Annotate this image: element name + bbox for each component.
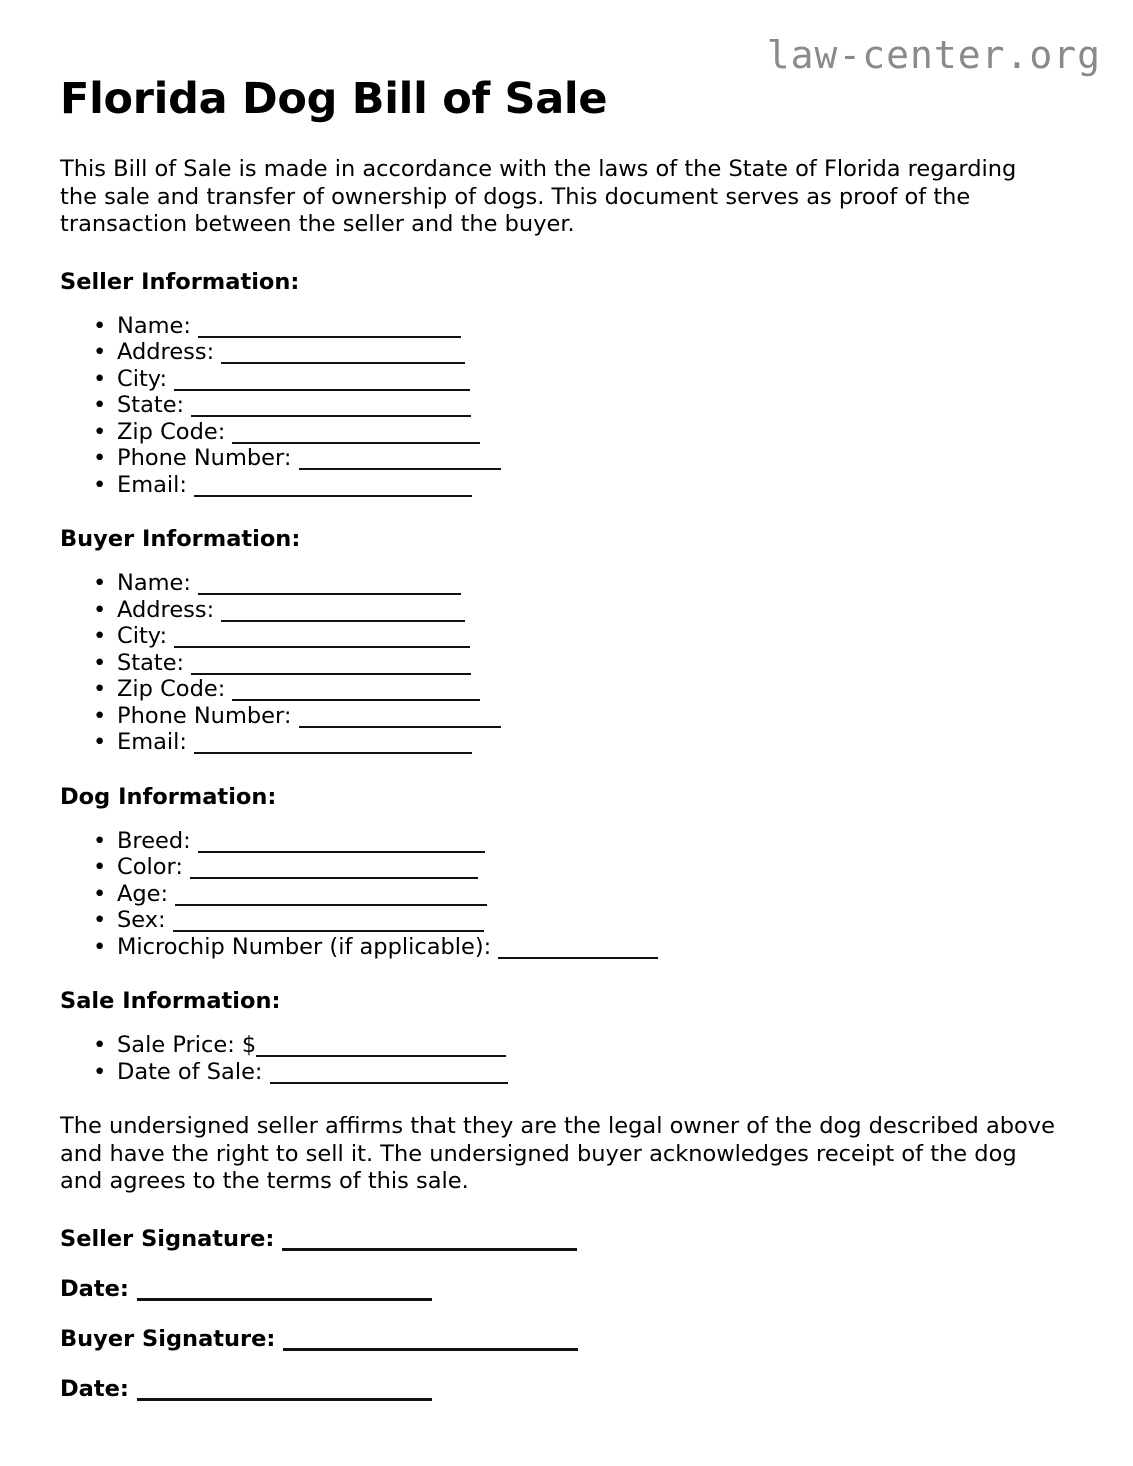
list-item xyxy=(60,392,1073,419)
field-list xyxy=(60,313,1073,499)
bullet-icon: • xyxy=(93,702,107,729)
list-item xyxy=(60,881,1073,908)
bullet-icon: • xyxy=(93,907,107,934)
field-blank-line[interactable] xyxy=(221,606,465,622)
bullet-icon: • xyxy=(93,880,107,907)
field-label: Email: xyxy=(117,729,188,756)
bullet-icon: • xyxy=(93,649,107,676)
list-item xyxy=(60,729,1073,756)
field-blank-line[interactable] xyxy=(198,322,461,338)
field-label: Sex: xyxy=(117,907,166,934)
document-content xyxy=(60,76,1073,1426)
bullet-icon: • xyxy=(93,729,107,756)
list-item xyxy=(60,1059,1073,1086)
signature-label: Date: xyxy=(60,1275,129,1302)
field-blank-line[interactable] xyxy=(191,401,471,417)
bullet-icon: • xyxy=(93,1058,107,1085)
bullet-icon: • xyxy=(93,854,107,881)
field-blank-line[interactable] xyxy=(175,890,487,906)
field-label: Zip Code: xyxy=(117,418,226,445)
field-label: Date of Sale: xyxy=(117,1058,263,1085)
field-label: Breed: xyxy=(117,827,191,854)
field-blank-line[interactable] xyxy=(194,738,472,754)
list-item xyxy=(60,676,1073,703)
bullet-icon: • xyxy=(93,827,107,854)
field-list xyxy=(60,1032,1073,1085)
bullet-icon: • xyxy=(93,570,107,597)
field-blank-line[interactable] xyxy=(194,481,472,497)
field-blank-line[interactable] xyxy=(270,1068,508,1084)
field-label: State: xyxy=(117,649,185,676)
signature-block xyxy=(60,1226,1073,1402)
field-label: City: xyxy=(117,365,168,392)
field-label: Name: xyxy=(117,312,191,339)
field-label: City: xyxy=(117,623,168,650)
bullet-icon: • xyxy=(93,596,107,623)
list-item xyxy=(60,703,1073,730)
field-label: Phone Number: xyxy=(117,445,292,472)
signature-row xyxy=(60,1226,1073,1252)
field-blank-line[interactable] xyxy=(232,428,480,444)
signature-blank-line[interactable] xyxy=(137,1284,432,1301)
field-blank-line[interactable] xyxy=(174,632,470,648)
list-item xyxy=(60,828,1073,855)
field-blank-line[interactable] xyxy=(198,837,485,853)
bullet-icon: • xyxy=(93,676,107,703)
section-heading: Dog Information: xyxy=(60,783,277,810)
list-item xyxy=(60,623,1073,650)
list-item xyxy=(60,650,1073,677)
field-blank-line[interactable] xyxy=(221,348,465,364)
signature-label: Seller Signature: xyxy=(60,1225,275,1252)
field-blank-line[interactable] xyxy=(173,916,484,932)
field-label: Email: xyxy=(117,471,188,498)
intro-paragraph: This Bill of Sale is made in accordance with the laws of the State of Florida regarding the sale and transfer of ownership of dogs. This document serves as proof of the transaction between the seller and the buyer. xyxy=(60,156,1017,238)
signature-blank-line[interactable] xyxy=(283,1334,578,1351)
field-blank-line[interactable] xyxy=(256,1041,506,1057)
field-label: Address: xyxy=(117,596,215,623)
list-item xyxy=(60,1032,1073,1059)
bullet-icon: • xyxy=(93,1032,107,1059)
field-blank-line[interactable] xyxy=(232,685,480,701)
list-item xyxy=(60,339,1073,366)
bullet-icon: • xyxy=(93,445,107,472)
field-blank-line[interactable] xyxy=(299,712,501,728)
affirmation-paragraph: The undersigned seller affirms that they are the legal owner of the dog described above and have the right to sell it. The undersigned buyer acknowledges receipt of the dog and agrees to the terms of this sale. xyxy=(60,1113,1055,1195)
field-label: Microchip Number (if applicable): xyxy=(117,933,492,960)
field-label: State: xyxy=(117,392,185,419)
list-item xyxy=(60,907,1073,934)
field-list xyxy=(60,570,1073,756)
form-sections xyxy=(60,269,1073,1086)
list-item xyxy=(60,854,1073,881)
list-item xyxy=(60,445,1073,472)
field-label: Phone Number: xyxy=(117,702,292,729)
field-blank-line[interactable] xyxy=(191,659,471,675)
bullet-icon: • xyxy=(93,392,107,419)
field-label: Age: xyxy=(117,880,169,907)
section-heading: Sale Information: xyxy=(60,988,281,1015)
bullet-icon: • xyxy=(93,312,107,339)
list-item xyxy=(60,419,1073,446)
section-heading: Seller Information: xyxy=(60,268,300,295)
field-label: Zip Code: xyxy=(117,676,226,703)
section-heading: Buyer Information: xyxy=(60,526,301,553)
field-label: Address: xyxy=(117,339,215,366)
field-blank-line[interactable] xyxy=(174,375,470,391)
bullet-icon: • xyxy=(93,471,107,498)
list-item xyxy=(60,313,1073,340)
list-item xyxy=(60,597,1073,624)
bullet-icon: • xyxy=(93,933,107,960)
signature-label: Date: xyxy=(60,1375,129,1402)
signature-row xyxy=(60,1326,1073,1352)
bullet-icon: • xyxy=(93,623,107,650)
site-watermark: law-center.org xyxy=(766,33,1101,77)
signature-label: Buyer Signature: xyxy=(60,1325,276,1352)
page-title: Florida Dog Bill of Sale xyxy=(60,74,608,124)
signature-blank-line[interactable] xyxy=(282,1234,577,1251)
field-blank-line[interactable] xyxy=(198,579,461,595)
field-label: Name: xyxy=(117,570,191,597)
signature-row xyxy=(60,1276,1073,1302)
field-label: Color: xyxy=(117,854,183,881)
field-label: Sale Price: $ xyxy=(117,1032,257,1059)
field-blank-line[interactable] xyxy=(299,454,501,470)
list-item xyxy=(60,570,1073,597)
bullet-icon: • xyxy=(93,365,107,392)
field-blank-line[interactable] xyxy=(498,943,658,959)
list-item xyxy=(60,366,1073,393)
signature-blank-line[interactable] xyxy=(137,1384,432,1401)
list-item xyxy=(60,472,1073,499)
bullet-icon: • xyxy=(93,418,107,445)
field-blank-line[interactable] xyxy=(190,863,478,879)
signature-row xyxy=(60,1376,1073,1402)
list-item xyxy=(60,934,1073,961)
bullet-icon: • xyxy=(93,339,107,366)
field-list xyxy=(60,828,1073,961)
